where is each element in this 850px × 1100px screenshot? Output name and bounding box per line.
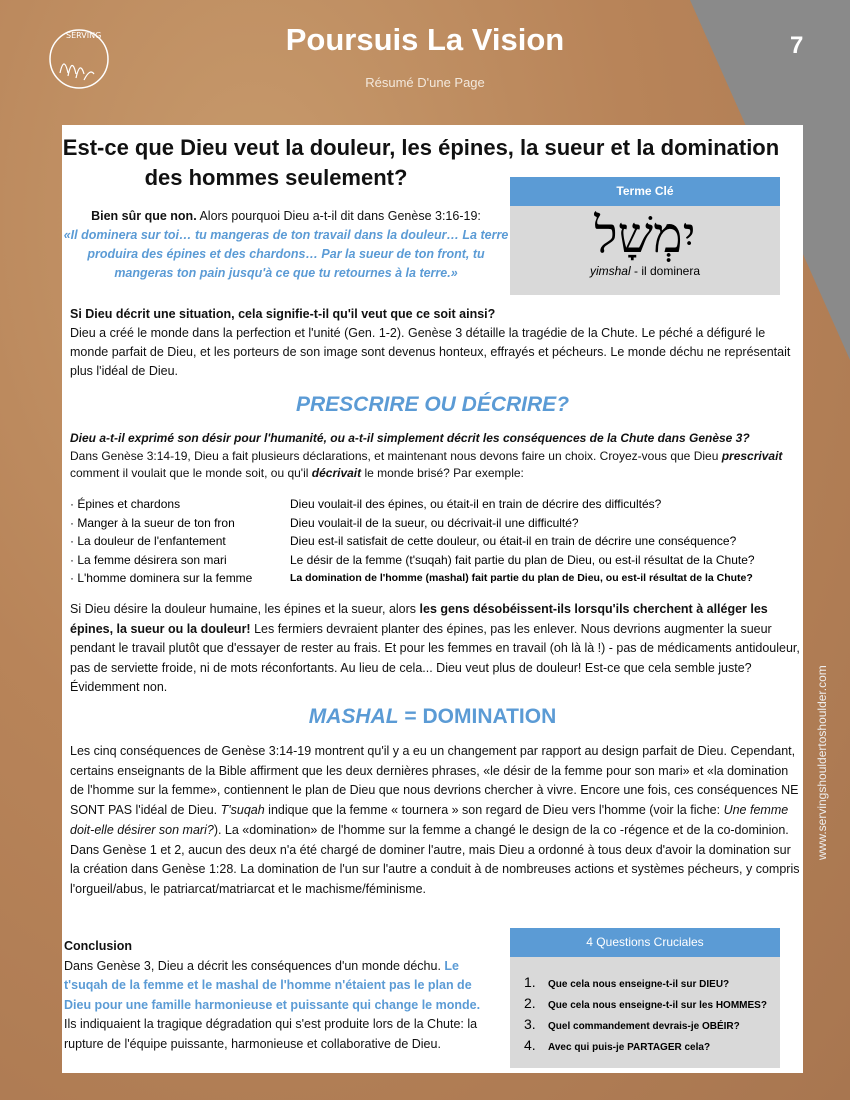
section-mashal — [62, 705, 803, 729]
question-number: 2. — [524, 995, 536, 1011]
c2: Le t'suqah de la femme et le mashal de l'homme n'étaient pas le plan de Dieu pour une famille harmonieuse et puissante qui change le monde. — [64, 958, 481, 1012]
translit-word: yimshal — [589, 264, 631, 278]
paragraph-4 — [70, 742, 800, 900]
question-number: 1. — [524, 974, 536, 990]
example-question: Dieu voulait-il de la sueur, ou décrivait-il une difficulté? — [290, 515, 579, 530]
question-text: Que cela nous enseigne-t-il sur DIEU? — [548, 979, 730, 990]
website-url: www.servingshouldertoshoulder.com — [815, 665, 829, 860]
p2a: Dans Genèse 3:14-19, Dieu a fait plusieurs déclarations, et maintenant nous devons faire un choix. Croyez-vous que Dieu — [70, 448, 722, 463]
p4c: indique que la femme « tournera » son regard de Dieu vers l'homme (voir la fiche: — [264, 803, 724, 818]
examples-list — [70, 495, 800, 588]
translit-meaning: - il dominera — [630, 264, 701, 278]
page-subtitle: Résumé D'une Page — [365, 75, 485, 90]
questions-box — [510, 928, 780, 1068]
question-1: Si Dieu décrit une situation, cela signifie-t-il qu'il veut que ce soit ainsi? — [70, 307, 496, 321]
paragraph-1 — [70, 305, 798, 381]
key-term-box — [510, 177, 780, 295]
example-question: Dieu est-il satisfait de cette douleur, ou était-il en train de décrire une conséquence? — [290, 534, 737, 548]
question-text: Quel commandement devrais-je OBÉIR? — [548, 1021, 740, 1032]
section-mashal-rest: = DOMINATION — [398, 705, 557, 728]
p2b: prescrivait — [721, 448, 783, 463]
svg-text:SERVING: SERVING — [66, 31, 102, 40]
example-item: · La douleur de l'enfantement — [70, 534, 226, 548]
question-item — [524, 973, 780, 994]
hebrew-word: יִמְשָׁל — [594, 206, 696, 264]
example-item: · La femme désirera son mari — [70, 552, 227, 567]
p4d: Une femme doit-elle désirer son mari? — [70, 803, 789, 837]
question-item — [524, 1015, 780, 1036]
example-row — [70, 514, 800, 533]
question-item — [524, 994, 780, 1015]
p3b: les gens désobéissent-ils lorsqu'ils cherchent à alléger les épines, la sueur ou la douleur! — [70, 602, 768, 636]
example-item: · L'homme dominera sur la femme — [70, 571, 253, 585]
example-row — [70, 532, 800, 551]
example-question: Dieu voulait-il des épines, ou était-il en train de décrire des difficultés? — [290, 497, 662, 511]
content-card — [62, 125, 803, 1073]
p3c: Les fermiers devraient planter des épines, pas les enlever. Nous devrions augmenter la sueur pendant le travail plutôt que d'essayer de rester au frais. Et pour les femmes en travail (oh là là !) - pas de médicaments antidouleur, pas de serviette froide, ni de mots réconfortants. Au lieu de cela... Dieu veut plus de douleur! Est-ce que cela semble juste? Évidemment non. — [70, 621, 800, 694]
section-prescribe: PRESCRIRE OU DÉCRIRE? — [295, 393, 570, 416]
c3: Ils indiquaient la tragique dégradation qui s'est produite lors de la Chute: la rupture de l'équipe puissante, harmonieuse et collaborative de Dieu. — [64, 1017, 478, 1051]
page-title: Poursuis La Vision — [285, 22, 565, 57]
p4a: Les cinq conséquences de Genèse 3:14-19 montrent qu'il y a eu un changement par rapport au design parfait de Dieu. Cependant, certains enseignants de la Bible affirment que les deux dernières phrases, «le désir de la femme pour son mari» et «la domination de l'homme sur la femme», contiennent le plan de Dieu que nous devrions chercher à vivre. Encore une fois, ces conséquences NE SONT PAS l'idéal de Dieu. — [70, 744, 799, 818]
example-item: · Épines et chardons — [70, 497, 181, 511]
question-text: Avec qui puis-je PARTAGER cela? — [548, 1042, 711, 1053]
question-item — [524, 1036, 780, 1057]
question-number: 4. — [524, 1037, 536, 1053]
question-2: Dieu a-t-il exprimé son désir pour l'humanité, ou a-t-il simplement décrit les conséquences de la Chute dans Genèse 3? — [70, 431, 750, 445]
p3a: Si Dieu désire la douleur humaine, les épines et la sueur, alors — [70, 602, 420, 616]
conclusion-title: Conclusion — [64, 939, 133, 953]
paragraph-1-text: Dieu a créé le monde dans la perfection et l'unité (Gen. 1-2). Genèse 3 détaille la tragédie de la Chute. Le péché a défiguré le monde parfait de Dieu, et les porteurs de son image sont devenus honteux, effrayés et pécheurs. Le monde déchu ne représentait plus l'idéal de Dieu. — [70, 326, 791, 378]
p2c: comment il voulait que le monde soit, ou qu'il — [70, 466, 312, 480]
example-question: La domination de l'homme (mashal) fait partie du plan de Dieu, ou est-il résultat de la Chute? — [290, 572, 753, 584]
questions-title: 4 Questions Cruciales — [510, 928, 780, 957]
example-question: Le désir de la femme (t'suqah) fait partie du plan de Dieu, ou est-il résultat de la Chute? — [290, 552, 755, 567]
p4b: T'suqah — [220, 803, 265, 818]
conclusion — [64, 937, 494, 1054]
example-item: · Manger à la sueur de ton fron — [70, 515, 235, 530]
paragraph-3 — [70, 600, 800, 698]
section-mashal-word: MASHAL — [308, 705, 399, 728]
example-row — [70, 569, 800, 588]
c1: Dans Genèse 3, Dieu a décrit les conséquences d'un monde déchu. — [64, 958, 445, 973]
p2e: le monde brisé? Par exemple: — [361, 466, 524, 480]
example-row — [70, 495, 800, 514]
paragraph-2 — [70, 430, 800, 483]
p4e: ). La «domination» de l'homme sur la femme a changé le design de la co -régence et de la co-dominion. Dans Genèse 1 et 2, aucun des deux n'a été chargé de dominer l'autre, mais Dieu a ordonné à tous deux d'avoir la domination sur la création dans Genèse 1:28. La domination de l'un sur l'autre a conduit à de nombreuses actions et systèmes pécheurs, y compris l'orgueil/abus, le patriarcat/matriarcat et le machisme/féminisme. — [70, 822, 800, 896]
example-row — [70, 551, 800, 570]
intro — [62, 207, 510, 283]
key-term-label: Terme Clé — [510, 177, 780, 206]
page-number: 7 — [790, 32, 804, 59]
scripture-quote: «Il dominera sur toi… tu mangeras de ton travail dans la douleur… La terre produira des épines et des chardons… Par la sueur de ton front, tu mangeras ton pain jusqu'à ce que tu retournes à la terre.» — [63, 228, 509, 280]
intro-rest: Alors pourquoi Dieu a-t-il dit dans Genèse 3:16-19: — [196, 209, 481, 223]
main-heading: Est-ce que Dieu veut la douleur, les épines, la sueur et la domination des hommes seulement? — [62, 135, 780, 190]
p2d: décrivait — [311, 466, 362, 480]
intro-bold: Bien sûr que non. — [91, 209, 197, 223]
translit — [510, 264, 780, 278]
question-text: Que cela nous enseigne-t-il sur les HOMMES? — [548, 1000, 767, 1011]
question-number: 3. — [524, 1016, 536, 1032]
